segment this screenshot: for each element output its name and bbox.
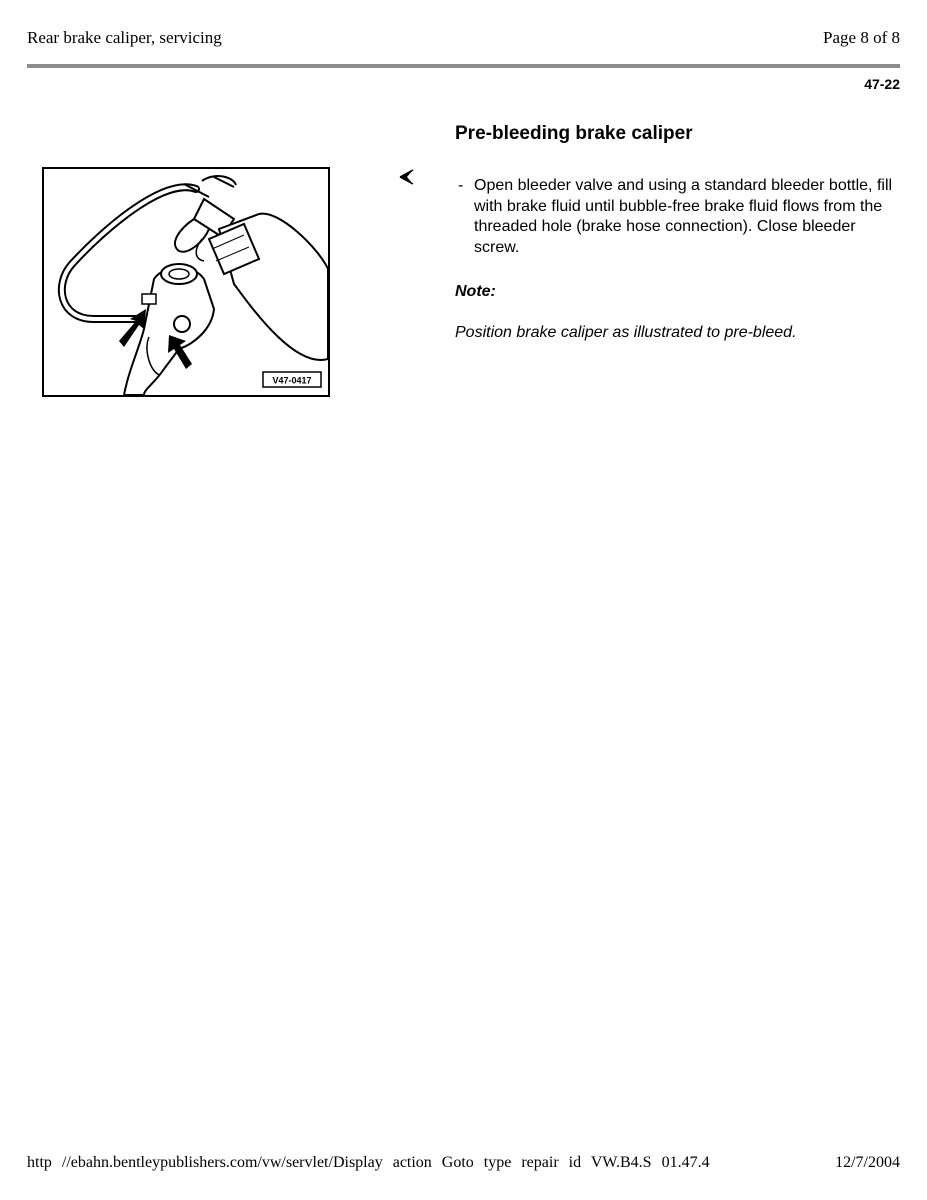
page-code: 47-22: [864, 76, 900, 92]
step-text: Open bleeder valve and using a standard bleeder bottle, fill with brake fluid until bubble-free brake fluid flows from the threaded hole (brake hose connection). Close bleeder screw.: [474, 177, 893, 256]
section-heading: Pre-bleeding brake caliper: [455, 123, 693, 144]
header-divider: [27, 64, 900, 68]
step-bullet: -: [458, 177, 464, 194]
source-url: http //ebahn.bentleypublishers.com/vw/servlet/Display action Goto type repair id VW.B4.S 01.47.4: [27, 1154, 710, 1171]
procedure-step: [455, 176, 895, 258]
page-indicator: Page 8 of 8: [823, 28, 900, 47]
brake-caliper-illustration: [42, 167, 330, 397]
note-text: Position brake caliper as illustrated to pre-bleed.: [455, 324, 797, 341]
print-date: 12/7/2004: [835, 1154, 900, 1171]
page-footer: [27, 1154, 900, 1172]
caliper-bleeding-drawing: [44, 169, 328, 395]
note-label: Note:: [455, 283, 496, 300]
document-title: Rear brake caliper, servicing: [27, 28, 222, 47]
figure-pointer-icon: [398, 168, 416, 186]
figure-code-label: V47-0417: [272, 375, 312, 386]
